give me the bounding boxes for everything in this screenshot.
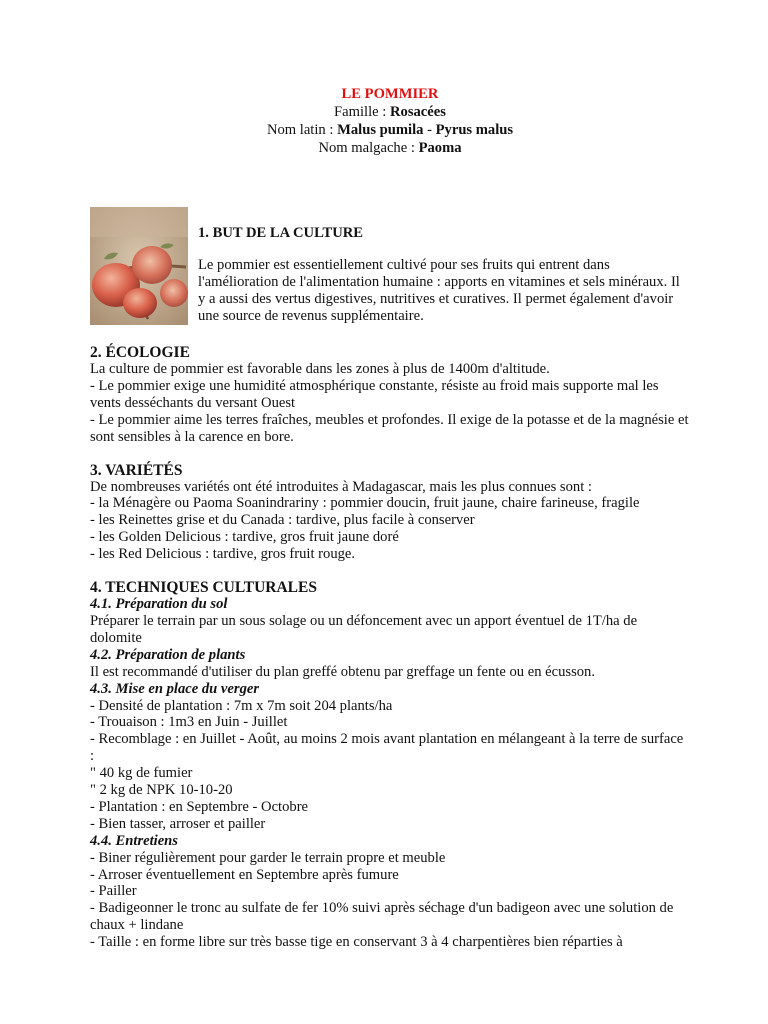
latin-label: Nom latin : bbox=[266, 122, 338, 138]
apple-photo bbox=[90, 207, 188, 325]
list-item: " 2 kg de NPK 10-10-20 bbox=[90, 782, 233, 799]
list-item: - Densité de plantation : 7m x 7m soit 204 plants/ha bbox=[90, 697, 393, 714]
nom-latin-line bbox=[90, 121, 690, 139]
famille-label: Famille : bbox=[334, 104, 390, 120]
subsection-heading: 4.3. Mise en place du verger bbox=[90, 680, 260, 697]
section-1-heading: 1. BUT DE LA CULTURE bbox=[198, 225, 364, 241]
section-varietes bbox=[90, 462, 690, 564]
latin-separator: - bbox=[423, 122, 436, 138]
subsection-heading: 4.4. Entretiens bbox=[90, 832, 178, 849]
latin-value-2: Pyrus malus bbox=[435, 122, 514, 138]
section-ecologie bbox=[90, 344, 690, 446]
paragraph: - Le pommier exige une humidité atmosphérique constante, résiste au froid mais supporte mal les vents desséchants du versant Ouest bbox=[90, 377, 659, 411]
paragraph: La culture de pommier est favorable dans les zones à plus de 1400m d'altitude. bbox=[90, 361, 550, 377]
famille-value: Rosacées bbox=[390, 104, 446, 120]
list-item: - Taille : en forme libre sur très basse tige en conservant 3 à 4 charpentières bien réparties à bbox=[90, 934, 623, 951]
subsection-heading: 4.1. Préparation du sol bbox=[90, 596, 228, 613]
document-header bbox=[90, 85, 690, 157]
list-item: - Pailler bbox=[90, 883, 137, 900]
famille-line bbox=[90, 103, 690, 121]
section-techniques bbox=[90, 579, 690, 951]
subsection-heading: 4.2. Préparation de plants bbox=[90, 646, 246, 663]
page-title: LE POMMIER bbox=[341, 86, 439, 102]
paragraph: Préparer le terrain par un sous solage ou un défoncement avec un apport éventuel de 1T/ha de dolomite bbox=[90, 612, 638, 646]
list-item: - Recomblage : en Juillet - Août, au moins 2 mois avant plantation en mélangeant à la terre de surface : bbox=[90, 731, 684, 765]
section-2-heading: 2. ÉCOLOGIE bbox=[90, 344, 190, 361]
list-item: - Badigeonner le tronc au sulfate de fer 10% suivi après séchage d'un badigeon avec une solution de chaux + lindane bbox=[90, 900, 674, 934]
list-item: - les Red Delicious : tardive, gros fruit rouge. bbox=[90, 546, 356, 563]
nom-malgache-line bbox=[90, 139, 690, 157]
latin-value-1: Malus pumila bbox=[337, 122, 424, 138]
section-3-heading: 3. VARIÉTÉS bbox=[90, 461, 183, 479]
section-1-text: Le pommier est essentiellement cultivé pour ses fruits qui entrent dans l'amélioration de l'alimentation humaine : apports en vitamines et sels minéraux. Il y a aussi des vertus digestives, nutritives et curatives. Il permet également d'avoir une source de revenus supplémentaire. bbox=[198, 257, 680, 324]
malgache-label: Nom malgache : bbox=[318, 140, 419, 156]
list-item: - Bien tasser, arroser et pailler bbox=[90, 815, 266, 832]
list-item: De nombreuses variétés ont été introduites à Madagascar, mais les plus connues sont : bbox=[90, 478, 592, 495]
list-item: - Plantation : en Septembre - Octobre bbox=[90, 798, 309, 815]
list-item: " 40 kg de fumier bbox=[90, 765, 193, 782]
list-item: - les Golden Delicious : tardive, gros fruit jaune doré bbox=[90, 529, 399, 546]
paragraph: - Le pommier aime les terres fraîches, meubles et profondes. Il exige de la potasse et de la magnésie et sont sensibles à la carence en bore. bbox=[90, 411, 689, 445]
section-4-heading: 4. TECHNIQUES CULTURALES bbox=[90, 579, 317, 597]
list-item: - Arroser éventuellement en Septembre après fumure bbox=[90, 866, 399, 883]
malgache-value: Paoma bbox=[418, 140, 462, 156]
list-item: - la Ménagère ou Paoma Soanindrariny : pommier doucin, fruit jaune, chaire farineuse, fragile bbox=[90, 495, 640, 512]
section-but-body bbox=[198, 206, 688, 325]
list-item: - Trouaison : 1m3 en Juin - Juillet bbox=[90, 714, 288, 731]
section-but bbox=[90, 206, 690, 328]
paragraph: Il est recommandé d'utiliser du plan greffé obtenu par greffage un fente ou en écusson. bbox=[90, 663, 595, 680]
document-page bbox=[90, 0, 690, 951]
list-item: - les Reinettes grise et du Canada : tardive, plus facile à conserver bbox=[90, 512, 475, 529]
list-item: - Biner régulièrement pour garder le terrain propre et meuble bbox=[90, 849, 446, 866]
